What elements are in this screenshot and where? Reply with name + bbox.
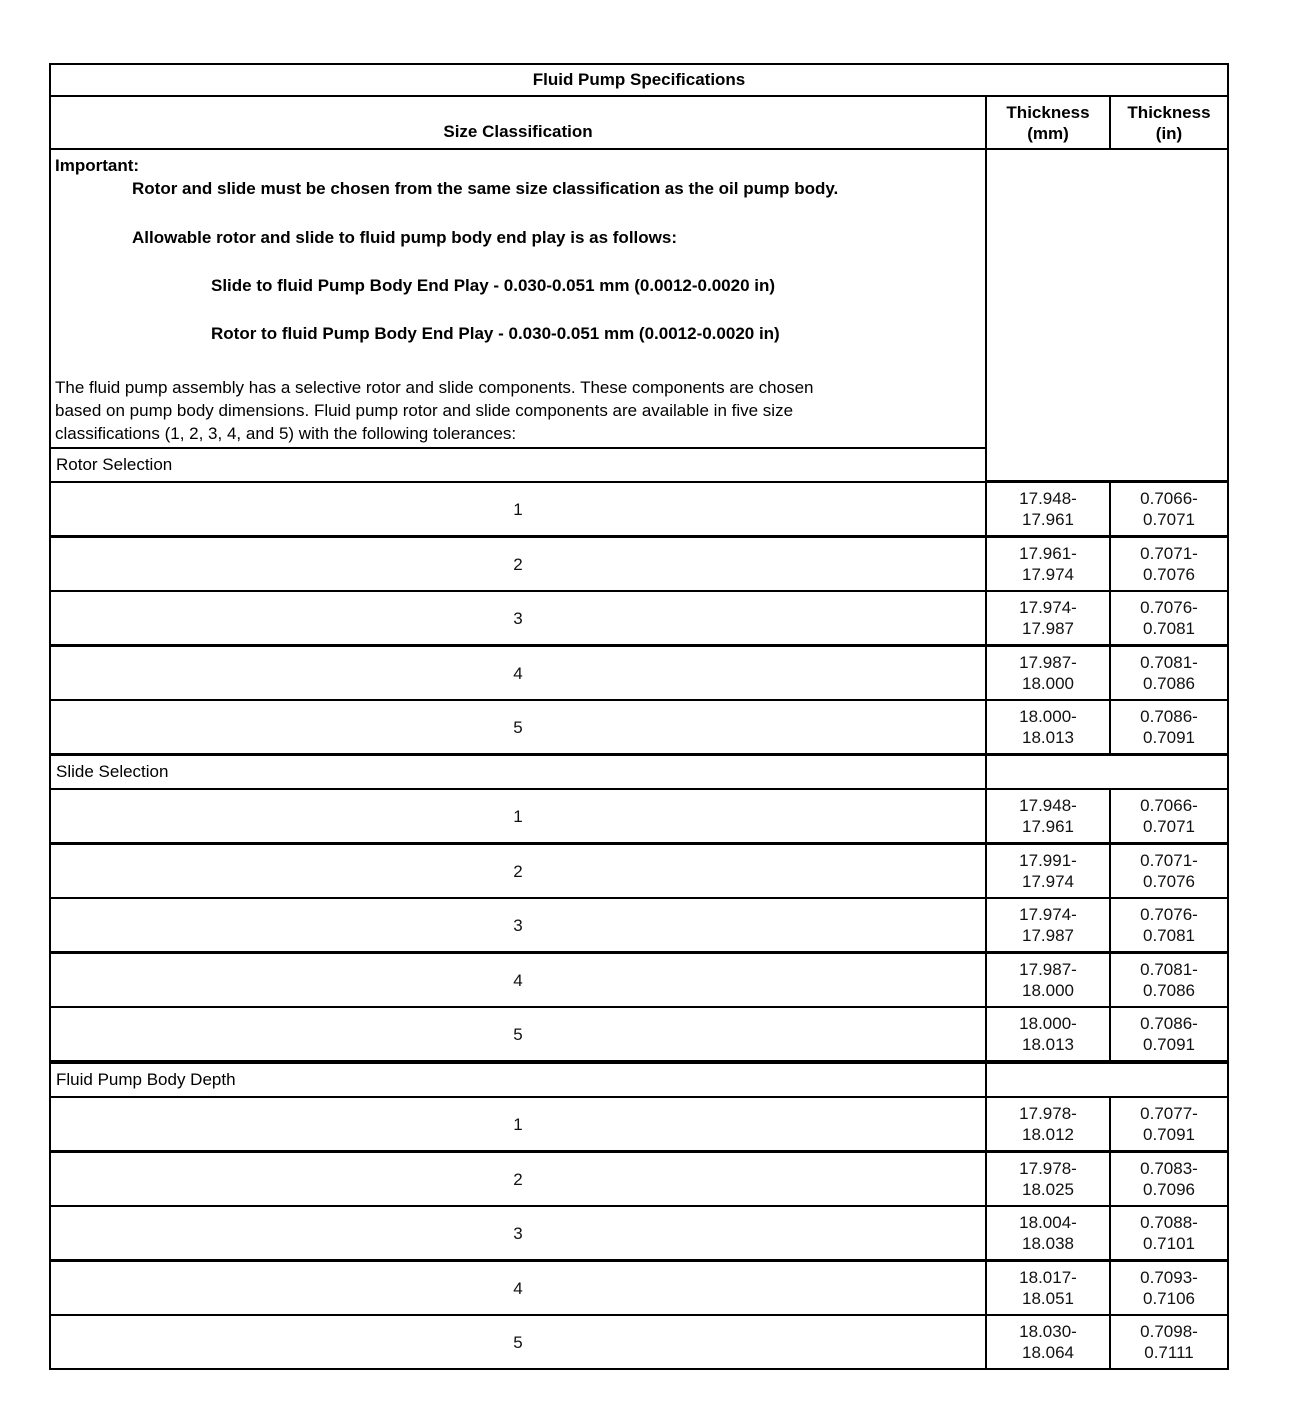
thickness-in-cell: 0.7088- 0.7101	[1109, 1205, 1229, 1261]
thickness-in-cell: 0.7076- 0.7081	[1109, 897, 1229, 953]
thickness-mm-cell: 17.948- 17.961	[985, 481, 1111, 537]
note-line-2: Allowable rotor and slide to fluid pump body end play is as follows:	[132, 228, 677, 247]
paragraph-line-2: based on pump body dimensions. Fluid pump rotor and slide components are available in five size	[55, 401, 794, 420]
thickness-mm-cell: 17.987- 18.000	[985, 952, 1111, 1008]
size-class-cell: 2	[49, 843, 987, 899]
size-class-cell: 3	[49, 1205, 987, 1261]
thickness-mm-cell: 17.974- 17.987	[985, 590, 1111, 646]
notes-empty-cell	[985, 148, 1229, 482]
thickness-mm-cell: 17.991- 17.974	[985, 843, 1111, 899]
size-class-cell: 1	[49, 1096, 987, 1152]
size-class-cell: 5	[49, 699, 987, 755]
thickness-in-cell: 0.7093- 0.7106	[1109, 1260, 1229, 1316]
thickness-mm-cell: 17.978- 18.025	[985, 1151, 1111, 1207]
thickness-mm-cell: 18.000- 18.013	[985, 1006, 1111, 1062]
size-class-cell: 4	[49, 645, 987, 701]
header-thickness-in: Thickness (in)	[1109, 95, 1229, 150]
section-label: Fluid Pump Body Depth	[49, 1062, 987, 1098]
thickness-mm-cell: 17.978- 18.012	[985, 1096, 1111, 1152]
thickness-in-cell: 0.7066- 0.7071	[1109, 481, 1229, 537]
section-label: Slide Selection	[49, 754, 987, 790]
thickness-mm-cell: 17.987- 18.000	[985, 645, 1111, 701]
table-title: Fluid Pump Specifications	[49, 63, 1229, 97]
thickness-in-cell: 0.7081- 0.7086	[1109, 952, 1229, 1008]
size-class-cell: 1	[49, 481, 987, 537]
thickness-in-cell: 0.7077- 0.7091	[1109, 1096, 1229, 1152]
thickness-mm-cell: 17.974- 17.987	[985, 897, 1111, 953]
section-label: Rotor Selection	[49, 447, 987, 483]
paragraph-line-1: The fluid pump assembly has a selective rotor and slide components. These components are chosen	[55, 378, 814, 397]
size-class-cell: 2	[49, 536, 987, 592]
thickness-in-cell: 0.7071- 0.7076	[1109, 843, 1229, 899]
size-class-cell: 2	[49, 1151, 987, 1207]
size-class-cell: 4	[49, 952, 987, 1008]
size-class-cell: 3	[49, 590, 987, 646]
thickness-in-cell: 0.7083- 0.7096	[1109, 1151, 1229, 1207]
thickness-mm-cell: 18.030- 18.064	[985, 1314, 1111, 1370]
thickness-in-cell: 0.7076- 0.7081	[1109, 590, 1229, 646]
important-label: Important:	[55, 156, 140, 175]
thickness-in-cell: 0.7086- 0.7091	[1109, 699, 1229, 755]
note-line-4: Rotor to fluid Pump Body End Play - 0.030-0.051 mm (0.0012-0.0020 in)	[211, 324, 780, 343]
paragraph-line-3: classifications (1, 2, 3, 4, and 5) with the following tolerances:	[55, 424, 517, 443]
header-thickness-mm: Thickness (mm)	[985, 95, 1111, 150]
size-class-cell: 3	[49, 897, 987, 953]
note-line-3: Slide to fluid Pump Body End Play - 0.030-0.051 mm (0.0012-0.0020 in)	[211, 276, 776, 295]
section-empty-cell	[985, 1062, 1229, 1098]
note-line-1: Rotor and slide must be chosen from the same size classification as the oil pump body.	[132, 179, 839, 198]
header-size-classification: Size Classification	[49, 95, 987, 150]
thickness-in-cell: 0.7098- 0.7111	[1109, 1314, 1229, 1370]
size-class-cell: 1	[49, 788, 987, 844]
thickness-mm-cell: 18.000- 18.013	[985, 699, 1111, 755]
size-class-cell: 5	[49, 1006, 987, 1062]
thickness-in-cell: 0.7071- 0.7076	[1109, 536, 1229, 592]
thickness-in-cell: 0.7066- 0.7071	[1109, 788, 1229, 844]
thickness-mm-cell: 17.948- 17.961	[985, 788, 1111, 844]
size-class-cell: 4	[49, 1260, 987, 1316]
thickness-mm-cell: 18.017- 18.051	[985, 1260, 1111, 1316]
section-empty-cell	[985, 754, 1229, 790]
important-notes-cell	[49, 148, 987, 449]
thickness-mm-cell: 17.961- 17.974	[985, 536, 1111, 592]
thickness-in-cell: 0.7081- 0.7086	[1109, 645, 1229, 701]
size-class-cell: 5	[49, 1314, 987, 1370]
thickness-mm-cell: 18.004- 18.038	[985, 1205, 1111, 1261]
thickness-in-cell: 0.7086- 0.7091	[1109, 1006, 1229, 1062]
